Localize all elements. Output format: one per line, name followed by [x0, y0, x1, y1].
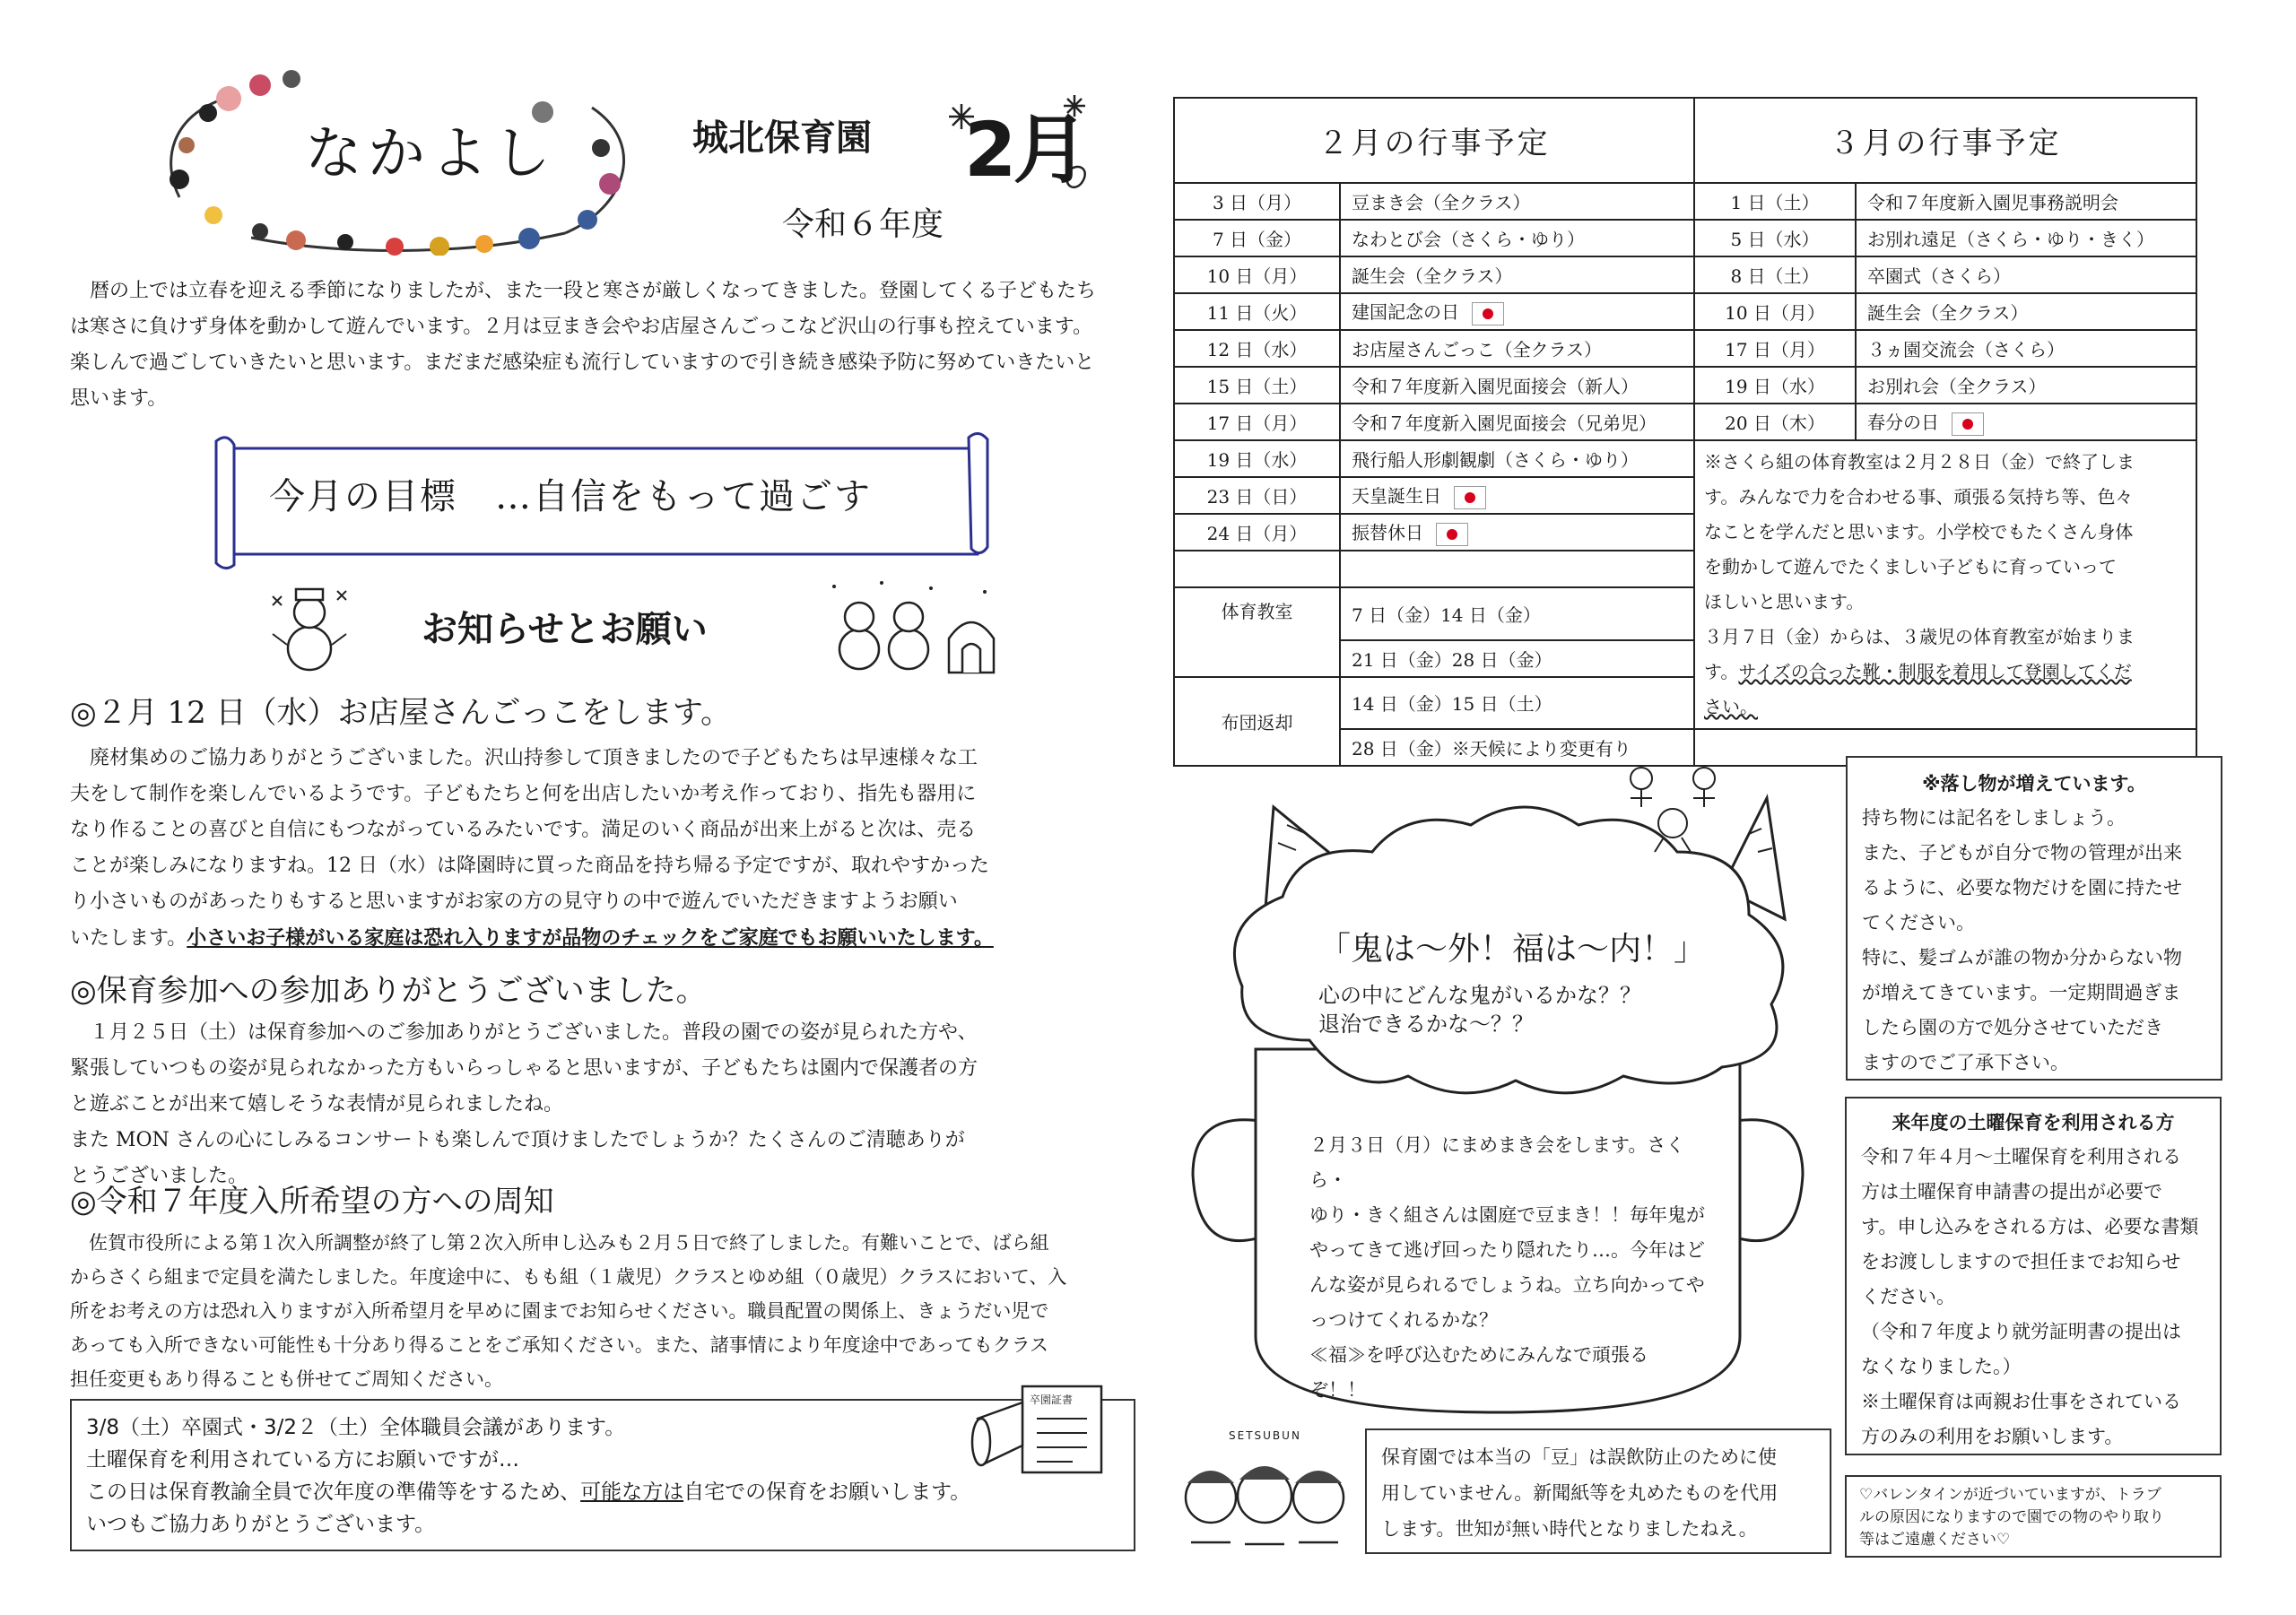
graduation-text: 自宅での保育をお願いします。 [683, 1480, 971, 1504]
month-badge [933, 82, 1103, 208]
saturday-care-line: ※土曜保育は両親お仕事をされている [1861, 1391, 2181, 1412]
note-line [1704, 690, 2187, 725]
note-emphasis: さい。 [1704, 696, 1758, 717]
lost-items-line: ますのでご了承下さい。 [1862, 1052, 2069, 1073]
section-parent-participation [70, 970, 1155, 1194]
feb-date: 23 日（日） [1174, 477, 1340, 514]
goal-banner [202, 429, 996, 577]
oni-line: ゆり・きく組さんは園庭で豆まき！！毎年鬼が [1309, 1204, 1705, 1226]
oni-line: やってきて逃げ回ったり隠れたり…。今年はど [1309, 1239, 1705, 1261]
bean-note-line: 保育園では本当の「豆」は誤飲防止のために使 [1381, 1446, 1777, 1468]
section-line: また MON さんの心にしみるコンサートも楽しんで頂けましたでしょうか？たくさんのご清聴ありが [70, 1129, 965, 1151]
section-line: 所をお考えの方は恐れ入りますが入所希望月を早めに園までお知らせください。職員配置の関係上、きょうだい児で [70, 1300, 1049, 1322]
oni-line: んな姿が見られるでしょうね。立ち向かってや [1309, 1274, 1705, 1296]
table-row [1174, 404, 2196, 440]
graduation-text: この日は保育教諭全員で次年度の準備等をするため、 [86, 1480, 581, 1504]
feb-date: 3 日（月） [1174, 183, 1340, 220]
note-line: なことを学んだと思います。小学校でもたくさん身体 [1704, 521, 2134, 543]
snowman-icon [260, 578, 359, 677]
futon-line: 28 日（金）※天候により変更有り [1340, 729, 1694, 766]
section-line: ことが楽しみになりますね。12 日（水）は降園時に買った商品を持ち帰る予定ですが、取れやすかった [70, 855, 989, 877]
saturday-care-line: をお渡ししますので担任までお知らせ [1861, 1251, 2181, 1272]
section-line: 緊張していつもの姿が見られなかった方もいらっしゃると思いますが、子どもたちは園内で保護者の方 [70, 1057, 978, 1080]
section-line: と遊ぶことが出来て嬉しそうな表情が見られましたね。 [70, 1093, 564, 1116]
table-row [1174, 440, 2196, 477]
oni-body [1309, 1128, 1722, 1408]
mar-schedule-title: ３月の行事予定 [1694, 98, 2196, 183]
table-row [1174, 183, 2196, 220]
feb-date: 24 日（月） [1174, 514, 1340, 551]
japan-flag-icon [1454, 486, 1486, 509]
section-line: からさくら組まで定員を満たしました。年度途中に、もも組（１歳児）クラスとゆめ組（０歳児）クラスにおいて、入 [70, 1266, 1067, 1288]
saturday-care-line: なくなりました。） [1861, 1356, 2022, 1377]
lost-items-title: ※落し物が増えています。 [1922, 773, 2146, 794]
feb-event-cell [1340, 293, 1694, 330]
feb-event: 振替休日 [1352, 522, 1423, 544]
lost-items-line: したら園の方で処分させていただき [1862, 1017, 2163, 1038]
futon-line: 14 日（金）15 日（土） [1340, 677, 1694, 730]
feb-event-cell [1340, 514, 1694, 551]
monthly-goal: 今月の目標 …自信をもって過ごす [269, 476, 872, 517]
feb-event: 令和７年度新入園児面接会（新人） [1340, 367, 1694, 404]
section-line: とうございました。 [70, 1165, 248, 1187]
mar-date: 20 日（木） [1694, 404, 1856, 440]
mar-note [1694, 440, 2196, 729]
table-row [1174, 220, 2196, 256]
saturday-care-line: 令和７年４月～土曜保育を利用される [1861, 1146, 2181, 1168]
section-line: 佐賀市役所による第１次入所調整が終了し第２次入所申し込みも２月５日で終了しました。有難いことで、ばら組 [70, 1232, 1049, 1254]
mar-date: 19 日（水） [1694, 367, 1856, 404]
oni-line: ２月３日（月）にまめまき会をします。さくら・ [1309, 1134, 1685, 1191]
diploma-label: 卒園証書 [1030, 1394, 1074, 1406]
mar-date: 17 日（月） [1694, 330, 1856, 367]
mar-event: 誕生会（全クラス） [1856, 293, 2196, 330]
feb-event: 豆まき会（全クラス） [1340, 183, 1694, 220]
feb-event-cell [1340, 477, 1694, 514]
graduation-line: 3/8（土）卒園式・3/2２（土）全体職員会議があります。 [86, 1416, 626, 1439]
feb-event: 天皇誕生日 [1352, 485, 1441, 508]
note-line: す。みんなで力を合わせる事、頑張る気持ち等、色々 [1704, 486, 2134, 508]
lost-items-box [1846, 756, 2222, 1081]
saturday-care-line: 方は土曜保育申請書の提出が必要で [1861, 1181, 2162, 1203]
bean-note-box [1365, 1428, 1831, 1554]
lost-items-line: てください。 [1862, 912, 1975, 933]
intro-line: は寒さに負けず身体を動かして遊んでいます。２月は豆まき会やお店屋さんごっこなど沢山の行事も控えています。 [70, 316, 1093, 338]
table-row [1174, 256, 2196, 293]
graduation-line [86, 1476, 1119, 1508]
setsubun-label: SETSUBUN [1229, 1429, 1301, 1442]
section-line: 夫をして制作を楽しんでいるようです。子どもたちと何を出店したいか考え作っており、指先も器用に [70, 783, 977, 805]
graduation-line: いつもご協力ありがとうございます。 [86, 1513, 436, 1536]
note-line: ３月７日（金）からは、３歳児の体育教室が始まりま [1704, 626, 2135, 647]
oni-title: 「鬼は～外！福は～内！」 [1318, 931, 1707, 968]
mar-event-cell [1856, 404, 2196, 440]
lost-items-line: また、子どもが自分で物の管理が出来 [1862, 842, 2182, 864]
mar-event: ３ヵ園交流会（さくら） [1856, 330, 2196, 367]
lost-items-line: 持ち物には記名をしましょう。 [1862, 807, 2126, 829]
note-text: す。 [1704, 661, 1739, 682]
feb-date: 11 日（火） [1174, 293, 1340, 330]
snowman-friends-icon [823, 576, 1012, 682]
taiiku-line: 21 日（金）28 日（金） [1340, 640, 1694, 677]
feb-event: 建国記念の日 [1352, 301, 1459, 324]
feb-date: 10 日（月） [1174, 256, 1340, 293]
notice-heading: お知らせとお願い [422, 609, 708, 650]
events-table [1173, 97, 2197, 767]
mar-date: 10 日（月） [1694, 293, 1856, 330]
oni-line: っつけてくれるかな？ [1309, 1309, 1498, 1331]
feb-event: 令和７年度新入園児面接会（兄弟児） [1340, 404, 1694, 440]
section-line-text: いたします。 [70, 927, 187, 950]
saturday-care-title: 来年度の土曜保育を利用される方 [1892, 1112, 2175, 1133]
table-row [1174, 367, 2196, 404]
setsubun-kids-icon [1175, 1426, 1354, 1560]
saturday-care-line: ください。 [1861, 1286, 1955, 1307]
lost-items-line: 特に、髪ゴムが誰の物か分からない物 [1862, 947, 2182, 968]
table-row [1174, 293, 2196, 330]
section-title: ◎保育参加への参加ありがとうございました。 [70, 973, 707, 1009]
section-line: なり作ることの喜びと自信にもつながっているみたいです。満足のいく商品が出来上がると次は、売る [70, 819, 977, 841]
saturday-care-box [1845, 1097, 2222, 1455]
note-line [1704, 655, 2187, 690]
section-line: 廃材集めのご協力ありがとうございました。沢山持参して頂きましたので子どもたちは早速様々な工 [90, 747, 978, 769]
futon-label: 布団返却 [1174, 677, 1340, 767]
oni-subtitle: 退治できるかな～？？ [1318, 1012, 1534, 1037]
mar-event: 卒園式（さくら） [1856, 256, 2196, 293]
note-line: を動かして遊んでたくましい子どもに育っていって [1704, 556, 2117, 577]
mar-date: 5 日（水） [1694, 220, 1856, 256]
saturday-care-line: （令和７年度より就労証明書の提出は [1861, 1321, 2181, 1342]
valentine-box [1845, 1475, 2222, 1558]
lost-items-line: が増えてきています。一定期間過ぎま [1862, 982, 2181, 1003]
saturday-care-line: 方のみの利用をお願いします。 [1861, 1426, 2124, 1447]
mar-event: 春分の日 [1867, 412, 1939, 434]
intro-line: 楽しんで過ごしていきたいと思います。まだまだ感染症も流行していますので引き続き感染予防に努めていきたいと [70, 352, 1095, 374]
dancing-kids-icon [1614, 760, 1731, 859]
valentine-line: ルの原因になりますので園での物のやり取り [1859, 1508, 2164, 1526]
feb-event: お店屋さんごっこ（全クラス） [1340, 330, 1694, 367]
feb-event: なわとび会（さくら・ゆり） [1340, 220, 1694, 256]
intro-line: 暦の上では立春を迎える季節になりましたが、また一段と寒さが厳しくなってきました。登園してくる子どもたち [90, 280, 1097, 302]
japan-flag-icon [1436, 523, 1468, 546]
section-enrollment [70, 1181, 1155, 1396]
graduation-emphasis: 可能な方は [580, 1480, 684, 1504]
intro-paragraph [70, 274, 1146, 417]
note-emphasis: サイズの合った靴・制服を着用して登園してくだ [1738, 661, 2132, 682]
bean-note-line: 用していません。新聞紙等を丸めたものを代用 [1381, 1482, 1779, 1504]
graduation-line: 土曜保育を利用されている方にお願いですが… [86, 1448, 519, 1472]
empty-cell [1174, 551, 1340, 587]
mar-event: お別れ遠足（さくら・ゆり・きく） [1856, 220, 2196, 256]
valentine-line: 等はご遠慮ください♡ [1859, 1531, 2011, 1549]
mar-date: 8 日（土） [1694, 256, 1856, 293]
emphasis-text: 小さいお子様がいる家庭は恐れ入りますが品物のチェックをご家庭でもお願いいたします。 [187, 926, 994, 950]
lost-items-line: るように、必要な物だけを園に持たせ [1862, 877, 2182, 899]
japan-flag-icon [1472, 302, 1504, 326]
feb-event: 飛行船人形劇観劇（さくら・ゆり） [1340, 440, 1694, 477]
mar-event: 令和７年度新入園児事務説明会 [1856, 183, 2196, 220]
section-line: 担任変更もあり得ることも併せてご周知ください。 [70, 1368, 503, 1390]
taiiku-line: 7 日（金）14 日（金） [1340, 587, 1694, 640]
diploma-icon [969, 1383, 1121, 1481]
oni-line: ぞ！！ [1309, 1379, 1366, 1401]
section-store-play [70, 692, 1155, 957]
feb-date: 15 日（土） [1174, 367, 1340, 404]
feb-date: 7 日（金） [1174, 220, 1340, 256]
bean-note-line: します。世知が無い時代となりましたねえ。 [1381, 1518, 1758, 1540]
section-line [70, 920, 1155, 957]
newsletter-title: なかよし [305, 121, 556, 187]
valentine-line: ♡バレンタインが近づいていますが、トラブ [1859, 1486, 2161, 1504]
oni-subtitle: 心の中にどんな鬼がいるかな？？ [1318, 983, 1641, 1008]
feb-date: 19 日（水） [1174, 440, 1340, 477]
taiiku-label: 体育教室 [1174, 587, 1340, 677]
graduation-notice-box [70, 1394, 1135, 1551]
table-row [1174, 330, 2196, 367]
feb-schedule-title: ２月の行事予定 [1174, 98, 1694, 183]
feb-date: 12 日（水） [1174, 330, 1340, 367]
saturday-care-line: す。申し込みをされる方は、必要な書類 [1861, 1216, 2199, 1237]
note-line: ほしいと思います。 [1704, 591, 1865, 612]
mar-date: 1 日（土） [1694, 183, 1856, 220]
feb-event: 誕生会（全クラス） [1340, 256, 1694, 293]
section-title: ◎令和７年度入所希望の方への周知 [70, 1184, 554, 1220]
note-line: ※さくら組の体育教室は２月２８日（金）で終了しま [1704, 451, 2135, 473]
japan-flag-icon [1952, 412, 1984, 436]
section-title: ◎２月 12 日（水）お店屋さんごっこをします。 [70, 695, 732, 731]
section-line: １月２５日（土）は保育参加へのご参加ありがとうございました。普段の園での姿が見られた方や、 [70, 1021, 978, 1044]
section-line: り小さいものがあったりもすると思いますがお家の方の見守りの中で遊んでいただきますようお願い [70, 890, 958, 913]
mar-event: お別れ会（全クラス） [1856, 367, 2196, 404]
empty-cell [1340, 551, 1694, 587]
nursery-name: 城北保育園 [692, 117, 872, 159]
intro-line: 思います。 [70, 387, 168, 410]
oni-line: ≪福≫を呼び込むためにみんなで頑張る [1309, 1344, 1648, 1366]
month-label: 2月 [964, 106, 1085, 194]
feb-date: 17 日（月） [1174, 404, 1340, 440]
title-wreath [144, 63, 655, 256]
fiscal-year: 令和６年度 [782, 206, 944, 243]
section-line: あっても入所できない可能性も十分あり得ることをご承知ください。また、諸事情により年度途中であってもクラス [70, 1334, 1048, 1356]
